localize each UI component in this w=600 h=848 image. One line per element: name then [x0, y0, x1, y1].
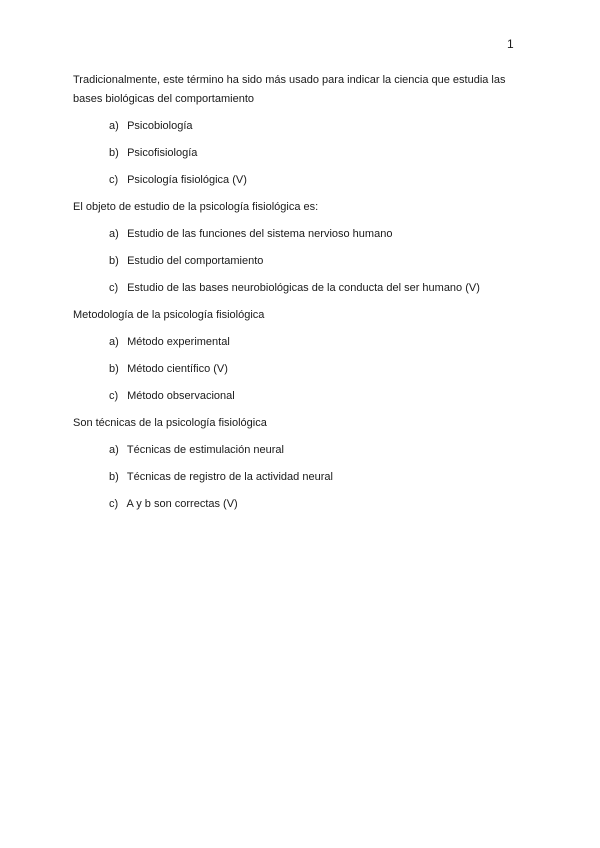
option-item: [109, 495, 533, 514]
option-letter: a): [109, 444, 119, 456]
option-list: [73, 333, 533, 406]
option-item: [109, 441, 533, 460]
option-item: [109, 144, 533, 163]
option-text: Método observacional: [127, 390, 235, 402]
option-letter: a): [109, 336, 119, 348]
option-list: [73, 441, 533, 514]
option-text: Técnicas de estimulación neural: [126, 444, 284, 456]
option-item: [109, 468, 533, 487]
question-text: Son técnicas de la psicología fisiológica: [73, 417, 267, 429]
option-text: Psicofisiología: [127, 147, 198, 159]
option-text: Técnicas de registro de la actividad neural: [126, 471, 333, 483]
option-text: Estudio del comportamiento: [127, 255, 264, 267]
option-item: [109, 171, 533, 190]
page-number: 1: [507, 37, 514, 51]
option-item: [109, 117, 533, 136]
question-text: Tradicionalmente, este término ha sido más usado para indicar la ciencia que estudia las bases biológicas del comportamiento: [73, 74, 506, 105]
option-text: Psicología fisiológica (V): [127, 174, 247, 186]
option-letter: c): [109, 390, 119, 402]
option-letter: c): [109, 498, 119, 510]
option-text: Método científico (V): [127, 363, 228, 375]
option-item: [109, 279, 533, 298]
option-letter: b): [109, 147, 119, 159]
question-block-4: [73, 414, 533, 514]
option-text: A y b son correctas (V): [126, 498, 238, 510]
option-letter: c): [109, 282, 119, 294]
option-letter: c): [109, 174, 119, 186]
option-text: Estudio de las bases neurobiológicas de la conducta del ser humano (V): [127, 282, 480, 294]
question-block-1: [73, 71, 533, 190]
document-body: [73, 71, 533, 522]
question-text: Metodología de la psicología fisiológica: [73, 309, 265, 321]
option-list: [73, 225, 533, 298]
option-text: Estudio de las funciones del sistema nervioso humano: [127, 228, 393, 240]
option-letter: b): [109, 255, 119, 267]
option-item: [109, 225, 533, 244]
option-letter: b): [109, 471, 119, 483]
option-item: [109, 360, 533, 379]
option-letter: a): [109, 228, 119, 240]
question-text: El objeto de estudio de la psicología fisiológica es:: [73, 201, 319, 213]
option-text: Método experimental: [127, 336, 230, 348]
question-block-3: [73, 306, 533, 406]
option-item: [109, 387, 533, 406]
option-letter: a): [109, 120, 119, 132]
question-block-2: [73, 198, 533, 298]
option-list: [73, 117, 533, 190]
option-text: Psicobiología: [127, 120, 193, 132]
option-item: [109, 333, 533, 352]
option-item: [109, 252, 533, 271]
option-letter: b): [109, 363, 119, 375]
